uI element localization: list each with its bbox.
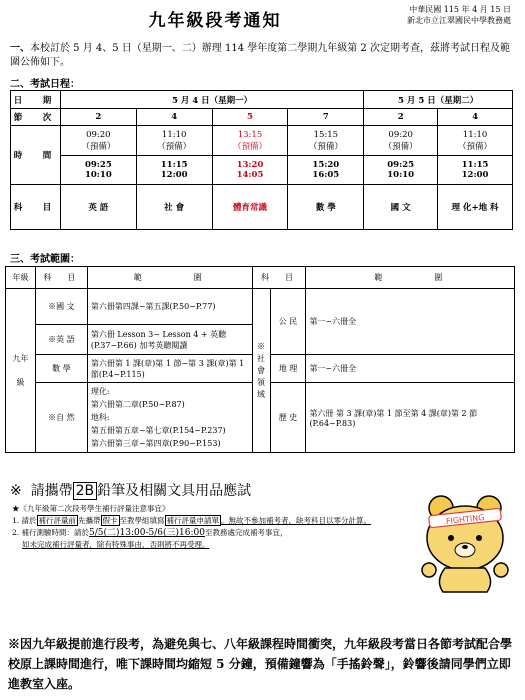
rule-highlight: 補行評量前 [38, 516, 77, 525]
scope-subject: 數 學 [35, 355, 87, 383]
date-row [11, 91, 513, 109]
notice-pre: 請攜帶 [30, 483, 73, 499]
prep-time: 15:15 [313, 129, 339, 140]
pencil-type-box: 2B [73, 482, 98, 500]
scope-subject: 地 理 [270, 355, 306, 383]
scope-table [5, 266, 515, 453]
scope-range: 第六冊 第 3 課(章)第 1 節至第 4 課(章)第 2 節(P.64~P.83) [306, 383, 515, 453]
intro-number: 一、 [10, 43, 30, 54]
issuer-block [407, 4, 511, 26]
rule-text: 2. 補行測驗時間：請於 [12, 528, 90, 537]
prep-note: （預備） [308, 141, 343, 152]
time-row-2 [11, 156, 513, 185]
schedule-heading: 二、考試日程： [10, 79, 80, 90]
scope-header-row [6, 267, 515, 289]
scope-header-2: 範 圍 [306, 267, 515, 289]
prep-note: （預備） [81, 141, 116, 152]
period-row [11, 109, 513, 126]
subject-cell: 社 會 [136, 185, 212, 230]
prep-note: （預備） [458, 141, 493, 152]
exam-start: 09:25 [387, 160, 415, 170]
rule-highlight: 5/5(二)13:00-5/6(三)16:00 [89, 528, 205, 538]
prep-time: 09:20 [86, 129, 111, 140]
time-label: 時 間 [11, 126, 61, 185]
scope-row [6, 289, 515, 325]
date-label: 日 期 [11, 91, 61, 109]
exam-end: 12:00 [160, 170, 188, 180]
prep-note: （預備） [232, 141, 267, 152]
subject-cell: 理 化+地 科 [438, 185, 513, 230]
period-cell: 2 [60, 109, 136, 126]
exam-time-cell [212, 156, 288, 185]
subject-row [11, 185, 513, 230]
rule-text: 至教務處完成補考事宜， [204, 528, 288, 537]
scope-range: 第六冊第四課~第五課(P.50~P.77) [87, 289, 252, 325]
prep-note: （預備） [157, 141, 192, 152]
science-line: 地科: [90, 413, 110, 422]
notice-mark: ※ [10, 483, 22, 499]
scope-subject: ※國 文 [35, 289, 87, 325]
time-row-1 [11, 126, 513, 156]
issue-date: 中華民國 115 年 4 月 15 日 [409, 5, 511, 14]
exam-end: 16:05 [312, 170, 340, 180]
exam-time-cell [136, 156, 212, 185]
science-line: 第五冊第五章~第七章(P.154~P.237) [90, 426, 226, 435]
issuer-name: 新北市立江翠國民中學教務處 [407, 16, 511, 25]
prep-cell [60, 126, 136, 156]
period-cell: 5 [212, 109, 288, 126]
footer-notice: ※因九年級提前進行段考，為避免與七、八年級課程時間衝突，九年級段考當日各節考試配合學校原上課時間進行，唯下課時間均縮短 5 分鐘，預備鐘響為「手搖鈴聲」，鈴響後請同學們立即進教室入座。 [8, 637, 513, 691]
rule-1 [12, 515, 412, 527]
makeup-rules [12, 503, 412, 551]
rule-text: 1. 請於 [12, 516, 37, 525]
prep-cell [288, 126, 364, 156]
period-cell: 2 [364, 109, 438, 126]
period-cell: 4 [136, 109, 212, 126]
period-label: 節 次 [11, 109, 61, 126]
science-line: 第六冊第二章(P.50~P.87) [90, 400, 185, 409]
rule-2 [12, 527, 412, 539]
day2-header: 5 月 5 日（星期二） [364, 91, 513, 109]
scope-range: 第六冊 Lesson 3~ Lesson 4 + 英聽(P.37~P.66) 加考英聽閱讀 [87, 325, 252, 355]
exam-time-cell [60, 156, 136, 185]
prep-cell [212, 126, 288, 156]
scope-range: 第一~六冊全 [306, 355, 515, 383]
science-line: 第六冊第三章~第四章(P.90~P.153) [90, 439, 221, 448]
exam-end: 14:05 [236, 170, 264, 180]
exam-start: 15:20 [312, 160, 340, 170]
exam-time-cell [288, 156, 364, 185]
day1-header: 5 月 4 日（星期一） [60, 91, 363, 109]
rule-text: 先攜帶 [78, 516, 101, 525]
exam-end: 10:10 [84, 170, 112, 180]
subject-cell: 國 文 [364, 185, 438, 230]
subject-header-2: 科 目 [252, 267, 306, 289]
prep-time: 11:10 [161, 129, 187, 140]
subject-cell: 數 學 [288, 185, 364, 230]
bear-mascot-icon [415, 486, 515, 598]
exam-end: 12:00 [461, 170, 489, 180]
bear-banner-text: FIGHTING [445, 512, 485, 526]
scope-subject: 公 民 [270, 289, 306, 355]
exam-start: 11:15 [461, 160, 489, 170]
subject-header: 科 目 [35, 267, 87, 289]
exam-start: 11:15 [160, 160, 188, 170]
schedule-table [10, 90, 513, 230]
intro-paragraph [10, 42, 510, 70]
rules-title: ★《九年級第二次段考學生補行評量注意事宜》 [12, 504, 170, 513]
prep-time: 13:15 [237, 129, 263, 140]
notice-post: 鉛筆及相關文具用品應試 [97, 483, 252, 499]
scope-heading: 三、考試範圍： [10, 254, 80, 265]
exam-time-cell [364, 156, 438, 185]
page-title: 九年級段考通知 [148, 11, 282, 31]
prep-cell [364, 126, 438, 156]
science-line: 理化: [90, 387, 110, 396]
scope-range: 第六冊第 1 課(章)第 1 節~第 3 課(章)第 1 節(P.4~P.115) [87, 355, 252, 383]
grade-header: 年級 [6, 267, 36, 289]
scope-header: 範 圍 [87, 267, 252, 289]
scope-subject: ※英 語 [35, 325, 87, 355]
rule-highlight: 假卡 [102, 516, 118, 525]
prep-note: （預備） [383, 141, 418, 152]
prep-time: 09:20 [388, 129, 413, 140]
rule-text: 。無故不參加補考者，缺考科目以零分計算。 [221, 516, 372, 525]
scope-range: 第一~六冊全 [306, 289, 515, 355]
period-cell: 4 [438, 109, 513, 126]
scope-subject: ※自 然 [35, 383, 87, 453]
exam-time-cell [438, 156, 513, 185]
rule-highlight: 補行評量申請單 [166, 516, 220, 525]
subject-cell: 英 語 [60, 185, 136, 230]
intro-text: 本校訂於 5 月 4、5 日（星期一、二）辦理 114 學年度第二學期九年級第 2 次定期考查，茲將考試日程及範圍公佈如下。 [10, 43, 510, 68]
scope-range [87, 383, 252, 453]
exam-start: 13:20 [236, 160, 264, 170]
scope-subject: 歷 史 [270, 383, 306, 453]
exam-start: 09:25 [84, 160, 112, 170]
period-cell: 7 [288, 109, 364, 126]
exam-end: 10:10 [387, 170, 415, 180]
subject-label: 科 目 [11, 185, 61, 230]
social-label: ※社會領域 [252, 289, 270, 453]
prep-time: 11:10 [462, 129, 488, 140]
rule-2b: 如未完成補行評量者，除有特殊事由，否則將不再受理。 [22, 540, 210, 549]
rule-text: 至教學組填寫 [119, 516, 165, 525]
grade-cell: 九年級 [6, 289, 36, 453]
prep-cell [136, 126, 212, 156]
prep-cell [438, 126, 513, 156]
pencil-notice [10, 480, 251, 500]
subject-cell: 體育常識 [212, 185, 288, 230]
